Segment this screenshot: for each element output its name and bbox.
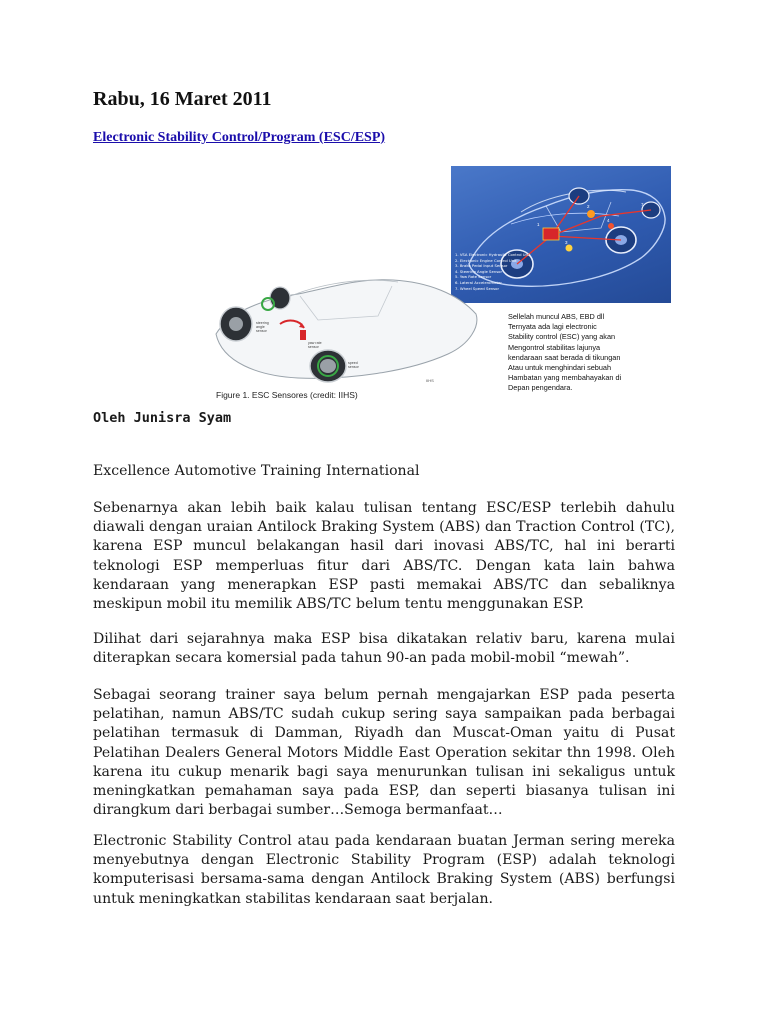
post-title-link[interactable]: Electronic Stability Control/Program (ESC/ESP) [93,130,386,145]
iihs-mark: IIHS [426,378,434,383]
esc-sensors-figure [208,164,678,406]
svg-text:3: 3 [565,240,568,245]
post-date: Rabu, 16 Maret 2011 [93,88,272,110]
svg-text:4: 4 [607,218,610,223]
note-line: kendaraan saat berada di tikungan [508,352,621,362]
note-line: Mengontrol stabilitas lajunya [508,342,601,352]
svg-text:yaw rate: yaw rate [308,341,322,345]
paragraph: Electronic Stability Control atau pada kendaraan buatan Jerman sering mereka menyebutnya dengan Electronic Stability Program (ESP) adalah teknologi komputerisasi bersama-sama dengan Antilock Braking System (ABS) berfungsi untuk meningkatkan stabilitas kendaraan saat berjalan. [93,833,675,907]
note-line: Ternyata ada lagi electronic [508,322,597,332]
legend-item: 1. VSA Electronic Hydraulic Control Unit [455,252,531,257]
svg-text:speed: speed [348,361,358,365]
note-line: Hambatan yang membahayakan di [508,373,622,383]
white-car-illustration [208,264,483,392]
note-line: Sellelah muncul ABS, EBD dll [508,312,605,321]
note-line: Stability control (ESC) yang akan [508,332,616,342]
post-title [93,130,385,146]
svg-text:angle: angle [256,325,265,329]
paragraph: Sebenarnya akan lebih baik kalau tulisan tentang ESC/ESP terlebih dahulu diawali dengan uraian Antilock Braking System (ABS) dan Traction Control (TC), karena ESP muncul belakangan hasil dari inovasi ABS/TC, hal ini berarti teknologi ESP memperluas fitur dari ABS/TC. Dengan kata lain bahwa kendaraan yang menerapkan ESP pasti memakai ABS/TC dan sebaliknya meskipun mobil itu memilik ABS/TC belum tentu menggunakan ESP. [93,500,675,613]
legend-item: 4. Steering Angle Sensor [455,268,503,274]
paragraph: Dilihat dari sejarahnya maka ESP bisa dikatakan relativ baru, karena mulai diterapkan secara komersial pada tahun 90-an pada mobil-mobil “mewah”. [93,631,675,667]
svg-text:sensor: sensor [256,329,267,333]
svg-text:7: 7 [641,202,644,207]
blue-car-diagram [451,166,671,303]
organization-line: Excellence Automotive Training International [93,463,420,479]
figure-note [508,312,678,394]
legend-item: 7. Wheel Speed Sensor [455,285,500,291]
paragraph: Sebagai seorang trainer saya belum pernah mengajarkan ESP pada peserta pelatihan, namun ABS/TC sudah cukup sering saya sampaikan pada berbagai pelatihan termasuk di Damman, Riyadh dan Muscat-Oman yaitu di Pusat Pelatihan Dealers General Motors Middle East Operation sekitar thn 1998. Oleh karena itu cukup menarik bagi saya menurunkan tulisan ini sekaligus untuk meningkatkan pemahaman saya pada ESP, dan seperti biasanya tulisan ini dirangkum dari berbagai sumber…Semoga bermanfaat… [93,687,675,819]
svg-text:2: 2 [587,204,590,209]
legend-item: 2. Electronic Engine Control Unit [455,257,517,263]
legend-item: 5. Yaw Rate Sensor [455,274,492,280]
legend-item: 6. Lateral Accelerometer [455,279,502,285]
note-line: Atau untuk menghindari sebuah [508,363,612,373]
legend-item: 3. Brake Pedal Input Sensor [455,263,508,269]
svg-text:sensor: sensor [348,365,359,369]
svg-text:1: 1 [537,222,540,227]
author-byline: Oleh Junisra Syam [93,410,232,426]
note-line: Depan pengendara. [508,383,573,393]
svg-text:sensor: sensor [308,345,319,349]
figure-caption: Figure 1. ESC Sensores (credit: IIHS) [216,390,358,400]
svg-text:steering: steering [256,321,269,325]
